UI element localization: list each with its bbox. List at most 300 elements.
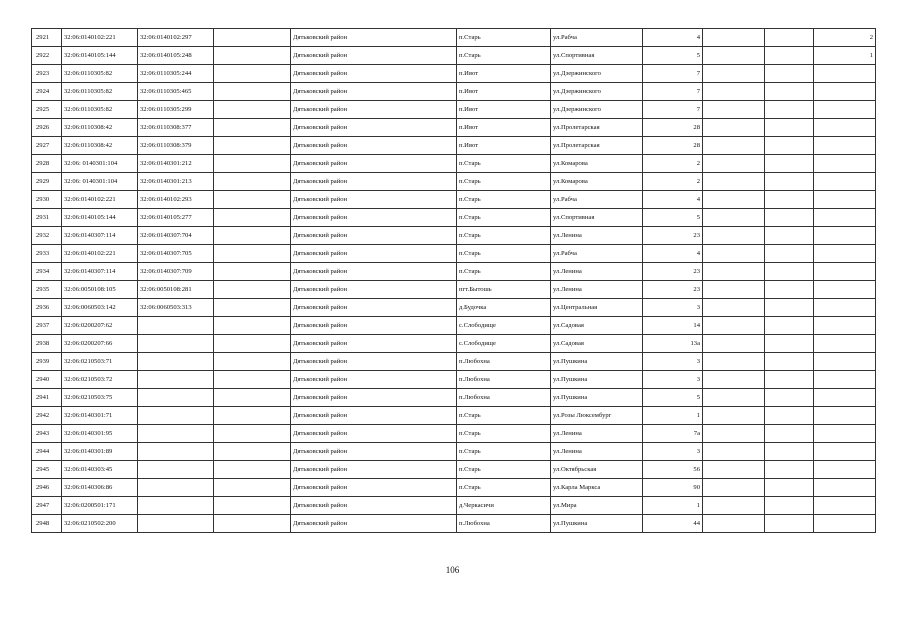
table-cell: 3 (643, 353, 703, 371)
table-cell: Дятьковский район (291, 65, 457, 83)
table-cell (703, 263, 765, 281)
table-cell: Дятьковский район (291, 281, 457, 299)
table-cell (214, 263, 291, 281)
table-cell (214, 83, 291, 101)
table-cell (138, 479, 214, 497)
table-cell: 2 (643, 155, 703, 173)
table-cell: Дятьковский район (291, 101, 457, 119)
table-cell: п.Старь (457, 155, 551, 173)
table-cell: 32:06:0140102:297 (138, 29, 214, 47)
table-row (32, 65, 876, 83)
table-cell (703, 101, 765, 119)
table-cell: 32:06:0140102:221 (62, 191, 138, 209)
table-cell: Дятьковский район (291, 407, 457, 425)
table-cell: 32:06:0200207:62 (62, 317, 138, 335)
table-cell: 2934 (32, 263, 62, 281)
table-cell (765, 497, 814, 515)
table-row (32, 227, 876, 245)
table-cell (703, 281, 765, 299)
table-cell: 32:06:0140301:95 (62, 425, 138, 443)
table-cell: п.Любохна (457, 353, 551, 371)
table-cell (138, 461, 214, 479)
table-cell: ул.Розы Люксембург (551, 407, 643, 425)
table-row (32, 515, 876, 533)
table-cell (814, 191, 876, 209)
table-cell: 32:06:0140301:71 (62, 407, 138, 425)
table-cell: ул.Пролетарская (551, 119, 643, 137)
table-cell: 32:06:0140102:221 (62, 29, 138, 47)
table-cell (703, 479, 765, 497)
table-cell (214, 101, 291, 119)
table-cell (765, 425, 814, 443)
table-cell (214, 227, 291, 245)
table-cell (703, 497, 765, 515)
table-cell (814, 497, 876, 515)
table-cell (814, 101, 876, 119)
table-cell (703, 65, 765, 83)
table-cell: 2941 (32, 389, 62, 407)
table-cell: 2935 (32, 281, 62, 299)
table-cell (765, 191, 814, 209)
table-cell: ул.Рабча (551, 29, 643, 47)
table-cell: ул.Мира (551, 497, 643, 515)
table-cell (814, 65, 876, 83)
table-cell: Дятьковский район (291, 155, 457, 173)
table-cell (814, 371, 876, 389)
table-cell: 32:06:0110305:82 (62, 65, 138, 83)
table-cell: 4 (643, 245, 703, 263)
table-cell: Дятьковский район (291, 479, 457, 497)
table-cell (814, 479, 876, 497)
table-cell (765, 65, 814, 83)
table-cell: 32:06:0140307:114 (62, 227, 138, 245)
table-cell (703, 335, 765, 353)
table-cell: Дятьковский район (291, 209, 457, 227)
table-cell: д.Черкасичи (457, 497, 551, 515)
table-cell: п.Старь (457, 479, 551, 497)
table-cell (814, 515, 876, 533)
table-cell (703, 299, 765, 317)
table-row (32, 173, 876, 191)
table-cell (703, 461, 765, 479)
table-cell (138, 389, 214, 407)
table-cell: с.Слободище (457, 335, 551, 353)
table-cell: 2928 (32, 155, 62, 173)
table-cell (214, 281, 291, 299)
table-cell: 32:06:0210503:75 (62, 389, 138, 407)
table-cell (703, 29, 765, 47)
table-cell (703, 353, 765, 371)
table-cell (214, 47, 291, 65)
table-cell: Дятьковский район (291, 299, 457, 317)
table-cell: 4 (643, 191, 703, 209)
table-cell (814, 281, 876, 299)
table-cell: 28 (643, 137, 703, 155)
table-cell (814, 227, 876, 245)
table-cell (214, 371, 291, 389)
table-cell: 2927 (32, 137, 62, 155)
table-cell: 32:06:0060503:313 (138, 299, 214, 317)
table-cell: ул.Комарова (551, 155, 643, 173)
table-cell: п.Старь (457, 245, 551, 263)
table-cell (814, 299, 876, 317)
table-cell: 2 (814, 29, 876, 47)
table-cell: Дятьковский район (291, 461, 457, 479)
table-cell: ул.Спортивная (551, 47, 643, 65)
table-cell (765, 47, 814, 65)
table-row (32, 83, 876, 101)
table-cell: 32:06:0140303:45 (62, 461, 138, 479)
table-cell (814, 173, 876, 191)
table-cell: 2922 (32, 47, 62, 65)
table-cell (814, 335, 876, 353)
table-cell (214, 245, 291, 263)
table-cell: 32:06:0140307:114 (62, 263, 138, 281)
table-cell (214, 425, 291, 443)
table-cell: 2945 (32, 461, 62, 479)
table-cell: Дятьковский район (291, 173, 457, 191)
table-cell (703, 191, 765, 209)
table-cell: 5 (643, 389, 703, 407)
table-cell (703, 155, 765, 173)
table-cell (814, 425, 876, 443)
table-row (32, 29, 876, 47)
table-cell (765, 461, 814, 479)
table-cell (814, 389, 876, 407)
table-cell (214, 173, 291, 191)
table-cell: пгт.Бытошь (457, 281, 551, 299)
table-cell: 32:06:0110305:465 (138, 83, 214, 101)
table-cell (814, 155, 876, 173)
table-cell: 2926 (32, 119, 62, 137)
table-cell: п.Ивот (457, 137, 551, 155)
table-cell: 14 (643, 317, 703, 335)
table-cell: 32:06:0140307:705 (138, 245, 214, 263)
table-cell (765, 443, 814, 461)
table-cell: 23 (643, 281, 703, 299)
table-cell: 5 (643, 47, 703, 65)
table-row (32, 335, 876, 353)
table-cell: п.Старь (457, 263, 551, 281)
table-cell (214, 479, 291, 497)
table-cell: ул.Садовая (551, 335, 643, 353)
table-cell: 2933 (32, 245, 62, 263)
table-cell: ул.Дзержинского (551, 83, 643, 101)
table-cell: 32:06:0050108:105 (62, 281, 138, 299)
registry-table (31, 28, 876, 533)
table-cell (703, 209, 765, 227)
table-cell: Дятьковский район (291, 353, 457, 371)
table-cell: ул.Пушкина (551, 389, 643, 407)
table-cell: ул.Рабча (551, 245, 643, 263)
table-cell: 32:06:0140307:709 (138, 263, 214, 281)
table-cell: 13а (643, 335, 703, 353)
table-cell: п.Старь (457, 47, 551, 65)
table-cell (138, 317, 214, 335)
table-cell: 32:06:0140102:293 (138, 191, 214, 209)
table-cell: Дятьковский район (291, 227, 457, 245)
table-cell: ул.Пушкина (551, 353, 643, 371)
table-cell: 2930 (32, 191, 62, 209)
table-cell: 32:06:0140301:212 (138, 155, 214, 173)
table-row (32, 317, 876, 335)
table-cell: 28 (643, 119, 703, 137)
table-cell (214, 515, 291, 533)
table-cell: п.Старь (457, 425, 551, 443)
table-row (32, 47, 876, 65)
table-cell (138, 335, 214, 353)
table-cell: п.Ивот (457, 119, 551, 137)
table-cell: ул.Пролетарская (551, 137, 643, 155)
table-cell: 32:06:0050108:281 (138, 281, 214, 299)
table-cell (703, 83, 765, 101)
table-cell (765, 281, 814, 299)
table-row (32, 299, 876, 317)
table-cell: ул.Комарова (551, 173, 643, 191)
table-cell: п.Старь (457, 173, 551, 191)
table-cell: 2944 (32, 443, 62, 461)
table-cell (214, 209, 291, 227)
table-row (32, 119, 876, 137)
page-number: 106 (445, 565, 460, 575)
table-cell: 32:06:0210503:72 (62, 371, 138, 389)
table-cell: п.Любохна (457, 371, 551, 389)
table-cell (138, 443, 214, 461)
table-cell: Дятьковский район (291, 443, 457, 461)
table-cell: 32:06:0140105:144 (62, 47, 138, 65)
table-cell (703, 317, 765, 335)
table-cell (765, 209, 814, 227)
table-cell: 2929 (32, 173, 62, 191)
table-cell: 2931 (32, 209, 62, 227)
table-cell: 32:06:0110308:377 (138, 119, 214, 137)
table-cell (214, 299, 291, 317)
table-row (32, 353, 876, 371)
table-cell: 2948 (32, 515, 62, 533)
table-cell: ул.Рабча (551, 191, 643, 209)
table-cell (214, 335, 291, 353)
table-cell: ул.Дзержинского (551, 65, 643, 83)
table-cell (765, 227, 814, 245)
table-cell: ул.Пушкина (551, 371, 643, 389)
table-cell (814, 317, 876, 335)
table-cell: 3 (643, 299, 703, 317)
table-cell: ул.Ленина (551, 281, 643, 299)
table-cell: 2936 (32, 299, 62, 317)
table-cell (814, 443, 876, 461)
table-cell: 32:06:0110305:244 (138, 65, 214, 83)
table-cell: ул.Дзержинского (551, 101, 643, 119)
table-cell: Дятьковский район (291, 245, 457, 263)
table-cell: п.Ивот (457, 83, 551, 101)
table-cell: Дятьковский район (291, 263, 457, 281)
table-cell: 32:06:0110305:299 (138, 101, 214, 119)
table-cell (814, 407, 876, 425)
table-cell (214, 65, 291, 83)
table-cell: 32:06:0140306:86 (62, 479, 138, 497)
table-cell: Дятьковский район (291, 335, 457, 353)
table-cell: п.Ивот (457, 101, 551, 119)
table-cell: Дятьковский район (291, 425, 457, 443)
table-cell (214, 119, 291, 137)
table-cell: 2923 (32, 65, 62, 83)
table-cell (765, 83, 814, 101)
table-cell (765, 29, 814, 47)
table-row (32, 245, 876, 263)
table-cell (703, 137, 765, 155)
table-cell: 32:06:0210502:200 (62, 515, 138, 533)
table-cell (214, 29, 291, 47)
table-cell (703, 227, 765, 245)
table-cell (765, 515, 814, 533)
table-cell (703, 173, 765, 191)
table-cell: ул.Ленина (551, 227, 643, 245)
table-cell (138, 515, 214, 533)
table-cell: 3 (643, 371, 703, 389)
table-cell (765, 155, 814, 173)
table-cell (214, 353, 291, 371)
table-cell: 7а (643, 425, 703, 443)
table-cell: 2 (643, 173, 703, 191)
table-row (32, 263, 876, 281)
table-cell: 32:06:0140105:248 (138, 47, 214, 65)
table-cell: 7 (643, 83, 703, 101)
table-cell: 2940 (32, 371, 62, 389)
table-cell (214, 155, 291, 173)
table-cell: 2938 (32, 335, 62, 353)
table-cell: п.Любохна (457, 389, 551, 407)
table-cell (765, 263, 814, 281)
table-cell: п.Старь (457, 227, 551, 245)
table-cell: ул.Ленина (551, 425, 643, 443)
table-row (32, 191, 876, 209)
table-row (32, 101, 876, 119)
table-cell: 2921 (32, 29, 62, 47)
table-cell: 1 (643, 407, 703, 425)
table-cell (138, 407, 214, 425)
table-cell: Дятьковский район (291, 191, 457, 209)
table-row (32, 281, 876, 299)
table-cell: Дятьковский район (291, 47, 457, 65)
table-cell: 7 (643, 101, 703, 119)
table-cell (703, 245, 765, 263)
table-cell (814, 245, 876, 263)
table-cell: Дятьковский район (291, 29, 457, 47)
table-cell (765, 119, 814, 137)
table-row (32, 389, 876, 407)
table-cell: ул.Спортивная (551, 209, 643, 227)
table-cell (703, 119, 765, 137)
table-row (32, 407, 876, 425)
table-cell: п.Старь (457, 209, 551, 227)
table-cell: ул.Пушкина (551, 515, 643, 533)
table-cell: 32:06: 0140301:104 (62, 155, 138, 173)
table-cell: Дятьковский район (291, 137, 457, 155)
table-cell (765, 137, 814, 155)
table-cell (214, 461, 291, 479)
table-cell: 32:06:0140105:144 (62, 209, 138, 227)
table-cell (214, 407, 291, 425)
table-cell (703, 407, 765, 425)
table-cell: 32:06: 0140301:104 (62, 173, 138, 191)
table-cell (814, 461, 876, 479)
table-cell: 32:06:0110308:379 (138, 137, 214, 155)
table-cell: 32:06:0210503:71 (62, 353, 138, 371)
table-cell (765, 299, 814, 317)
table-cell: д.Будочка (457, 299, 551, 317)
table-cell: 32:06:0140105:277 (138, 209, 214, 227)
table-cell: 3 (643, 443, 703, 461)
table-cell: п.Ивот (457, 65, 551, 83)
table-cell: Дятьковский район (291, 83, 457, 101)
table-cell: 2946 (32, 479, 62, 497)
table-cell: 5 (643, 209, 703, 227)
table-cell: 23 (643, 227, 703, 245)
table-cell (138, 353, 214, 371)
table-cell: 32:06:0110308:42 (62, 119, 138, 137)
table-cell (138, 497, 214, 515)
table-cell: Дятьковский район (291, 371, 457, 389)
table-cell (214, 191, 291, 209)
table-cell (214, 497, 291, 515)
table-cell (765, 407, 814, 425)
table-cell: ул.Карла Маркса (551, 479, 643, 497)
table-row (32, 497, 876, 515)
table-cell (138, 371, 214, 389)
table-cell: 32:06:0110308:42 (62, 137, 138, 155)
table-cell: 32:06:0110305:82 (62, 101, 138, 119)
table-cell (814, 263, 876, 281)
table-cell (214, 317, 291, 335)
table-row (32, 425, 876, 443)
table-cell (765, 371, 814, 389)
table-cell: 2925 (32, 101, 62, 119)
table-cell: 56 (643, 461, 703, 479)
table-cell (765, 335, 814, 353)
table-cell: ул.Центральная (551, 299, 643, 317)
table-cell (765, 389, 814, 407)
table-cell: п.Любохна (457, 515, 551, 533)
table-row (32, 371, 876, 389)
table-cell (703, 389, 765, 407)
table-cell: Дятьковский район (291, 515, 457, 533)
table-cell: 90 (643, 479, 703, 497)
table-cell (814, 353, 876, 371)
table-cell: 32:06:0140301:213 (138, 173, 214, 191)
table-cell: ул.Ленина (551, 443, 643, 461)
table-row (32, 443, 876, 461)
table-cell: 32:06:0200501:171 (62, 497, 138, 515)
table-cell: 32:06:0200207:66 (62, 335, 138, 353)
table-cell: п.Старь (457, 461, 551, 479)
table-cell (814, 137, 876, 155)
table-cell: 1 (814, 47, 876, 65)
table-cell (703, 371, 765, 389)
table-row (32, 479, 876, 497)
table-cell: п.Старь (457, 407, 551, 425)
table-cell (703, 515, 765, 533)
table-cell: 2937 (32, 317, 62, 335)
table-cell: Дятьковский район (291, 119, 457, 137)
table-cell: п.Старь (457, 443, 551, 461)
table-cell: 7 (643, 65, 703, 83)
table-cell (765, 353, 814, 371)
table-cell: 23 (643, 263, 703, 281)
table-cell: 2943 (32, 425, 62, 443)
table-cell: ул.Ленина (551, 263, 643, 281)
table-cell (214, 137, 291, 155)
table-cell (703, 425, 765, 443)
